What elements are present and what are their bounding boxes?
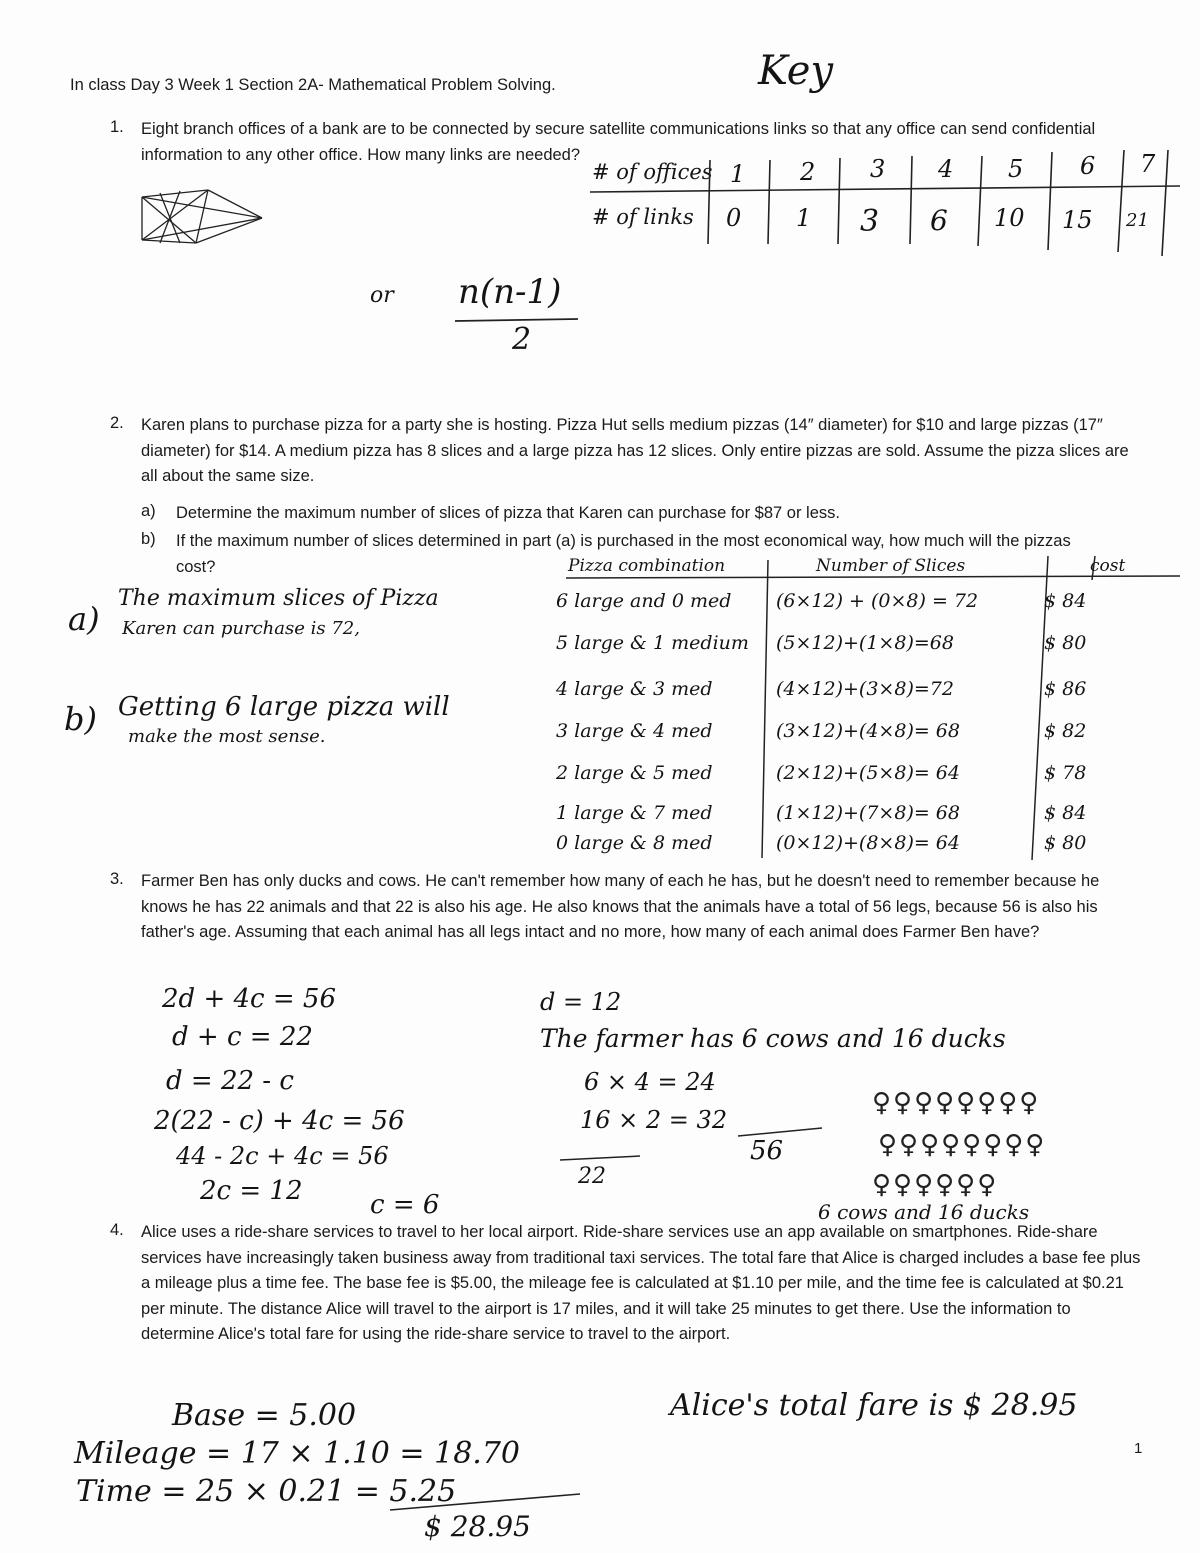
q4-answer: Alice's total fare is $ 28.95 <box>670 1388 1078 1423</box>
q2-answer-a-label: a) <box>68 600 100 638</box>
q1-links-4: 6 <box>930 204 948 237</box>
page-number: 1 <box>1134 1440 1143 1457</box>
q3-figure-caption: 6 cows and 16 ducks <box>818 1200 1030 1224</box>
q1-offices-2: 2 <box>800 158 816 186</box>
q4-work-line: Base = 5.00 <box>172 1398 357 1433</box>
q3-work-line: c = 6 <box>370 1190 440 1220</box>
pizza-combo: 1 large & 7 med <box>556 802 713 824</box>
pizza-combo: 0 large & 8 med <box>556 832 713 854</box>
q4-text: Alice uses a ride-share services to travel to her local airport. Ride-share services use an app available on smartphones. Ride-share services have increasingly taken business away from traditional taxi services. The total fare that Alice is charged includes a base fee plus a mileage plus a time fee. The base fee is $5.00, the mileage fee is calculated at $1.10 per mile, and the time fee is calculated at $0.21 per minute. The distance Alice will travel to the airport is 17 miles, and it will take 25 minutes to get there. Use the information to determine Alice's total fare for using the ride-share service to travel to the airport. <box>141 1223 1141 1344</box>
q1-links-3: 3 <box>860 204 880 239</box>
pizza-slices: (1×12)+(7×8)= 68 <box>776 802 960 824</box>
pizza-cost: $ 80 <box>1044 832 1087 854</box>
pizza-combo: 4 large & 3 med <box>556 678 713 700</box>
q4-work-line: Time = 25 × 0.21 = 5.25 <box>76 1474 457 1509</box>
q2-answer-b-line2: make the most sense. <box>128 726 326 747</box>
q1-links-7: 21 <box>1126 210 1149 231</box>
pizza-cost: $ 84 <box>1044 802 1087 824</box>
q2-part-b: If the maximum number of slices determined in part (a) is purchased in the most economical way, how much will the pizzas cost? <box>176 532 1071 576</box>
q1-links-2: 1 <box>796 204 812 232</box>
q1-links-1: 0 <box>726 204 742 232</box>
pizza-combo: 6 large and 0 med <box>556 590 732 612</box>
pizza-combo: 2 large & 5 med <box>556 762 713 784</box>
q2-part-a: Determine the maximum number of slices of pizza that Karen can purchase for $87 or less. <box>176 504 840 522</box>
q1-formula-numerator: n(n-1) <box>458 272 562 312</box>
q3-text: Farmer Ben has only ducks and cows. He can't remember how many of each he has, but he doesn't need to remember because he knows he has 22 animals and that 22 is also his age. He also knows that the animals have a total of 56 legs, because 56 is also his father's age. Assuming that each animal has all legs intact and no more, how many of each animal does Farmer Ben have? <box>141 872 1100 942</box>
q1-offices-6: 6 <box>1080 152 1096 180</box>
q3-check-sum: 56 <box>750 1136 784 1166</box>
q2-text: Karen plans to purchase pizza for a party she is hosting. Pizza Hut sells medium pizzas (14″ diameter) for $10 and large pizzas (17″ diameter) for $14. A medium pizza has 8 slices and a large pizza has 12 slices. Only entire pizzas are sold. Assume the pizza slices are all about the same size. <box>141 416 1129 486</box>
q1-text: Eight branch offices of a bank are to be connected by secure satellite communications links so that any office can send confidential information to any other office. How many links are needed? <box>141 120 1096 164</box>
q2-part-b-label: b) <box>141 530 156 548</box>
q3-work-line: d = 22 - c <box>166 1066 294 1096</box>
q3-check-line: 6 × 4 = 24 <box>584 1068 716 1096</box>
q3-number: 3. <box>110 870 124 888</box>
q1-offices-7: 7 <box>1140 150 1156 178</box>
q2-part-a-label: a) <box>141 502 156 520</box>
q1-links-5: 10 <box>994 204 1025 232</box>
q2-answer-b-label: b) <box>64 700 97 738</box>
pizza-slices: (4×12)+(3×8)=72 <box>776 678 954 700</box>
q1-number: 1. <box>110 118 124 136</box>
q2-answer-b-line1: Getting 6 large pizza will <box>118 692 450 722</box>
q1-offices-3: 3 <box>870 155 886 183</box>
q2-answer-a-line1: The maximum slices of Pizza <box>118 586 439 611</box>
pizza-slices: (2×12)+(5×8)= 64 <box>776 762 960 784</box>
q4-total: $ 28.95 <box>424 1510 531 1543</box>
q1-offices-5: 5 <box>1008 155 1024 183</box>
q1-row1-label: # of offices <box>592 160 713 184</box>
q3-check-line: 16 × 2 = 32 <box>580 1106 728 1134</box>
header-combination: Pizza combination <box>568 556 726 576</box>
pizza-slices: (0×12)+(8×8)= 64 <box>776 832 960 854</box>
header-slices: Number of Slices <box>816 556 966 576</box>
q3-answer: The farmer has 6 cows and 16 ducks <box>540 1024 1006 1053</box>
q1-offices-1: 1 <box>730 160 746 188</box>
pizza-combo: 3 large & 4 med <box>556 720 713 742</box>
worksheet-title: In class Day 3 Week 1 Section 2A- Mathematical Problem Solving. <box>70 76 556 94</box>
q3-work-line: 44 - 2c + 4c = 56 <box>176 1142 389 1170</box>
q2-answer-a-line2: Karen can purchase is 72, <box>122 618 360 639</box>
q2-number: 2. <box>110 414 124 432</box>
q1-formula-or: or <box>370 283 394 308</box>
header-cost: cost <box>1090 556 1126 576</box>
q1-formula-denominator: 2 <box>512 322 532 357</box>
q3-d-value: d = 12 <box>540 988 622 1016</box>
animal-figures-row-2: ♀♀♀♀♀♀♀♀ <box>878 1130 1047 1160</box>
q3-work-line: 2c = 12 <box>200 1176 303 1206</box>
q3-work-line: 2d + 4c = 56 <box>162 984 337 1014</box>
pizza-cost: $ 84 <box>1044 590 1087 612</box>
animal-figures-row-1: ♀♀♀♀♀♀♀♀ <box>872 1088 1041 1118</box>
pizza-slices: (3×12)+(4×8)= 68 <box>776 720 960 742</box>
pizza-slices: (6×12) + (0×8) = 72 <box>776 590 979 612</box>
pizza-cost: $ 80 <box>1044 632 1087 654</box>
q3-check-count: 22 <box>578 1164 606 1189</box>
q3-work-line: d + c = 22 <box>172 1022 313 1052</box>
pizza-slices: (5×12)+(1×8)=68 <box>776 632 954 654</box>
pizza-cost: $ 78 <box>1044 762 1087 784</box>
q1-offices-4: 4 <box>938 155 954 183</box>
pizza-cost: $ 82 <box>1044 720 1087 742</box>
q1-row2-label: # of links <box>592 205 694 229</box>
q3-work-line: 2(22 - c) + 4c = 56 <box>154 1106 405 1136</box>
q4-number: 4. <box>110 1221 124 1239</box>
pizza-combo: 5 large & 1 medium <box>556 632 749 654</box>
q4-work-line: Mileage = 17 × 1.10 = 18.70 <box>74 1436 520 1471</box>
pizza-cost: $ 86 <box>1044 678 1087 700</box>
q1-links-6: 15 <box>1062 206 1093 234</box>
key-label: Key <box>758 48 834 94</box>
animal-figures-row-3: ♀♀♀♀♀♀ <box>872 1170 999 1200</box>
